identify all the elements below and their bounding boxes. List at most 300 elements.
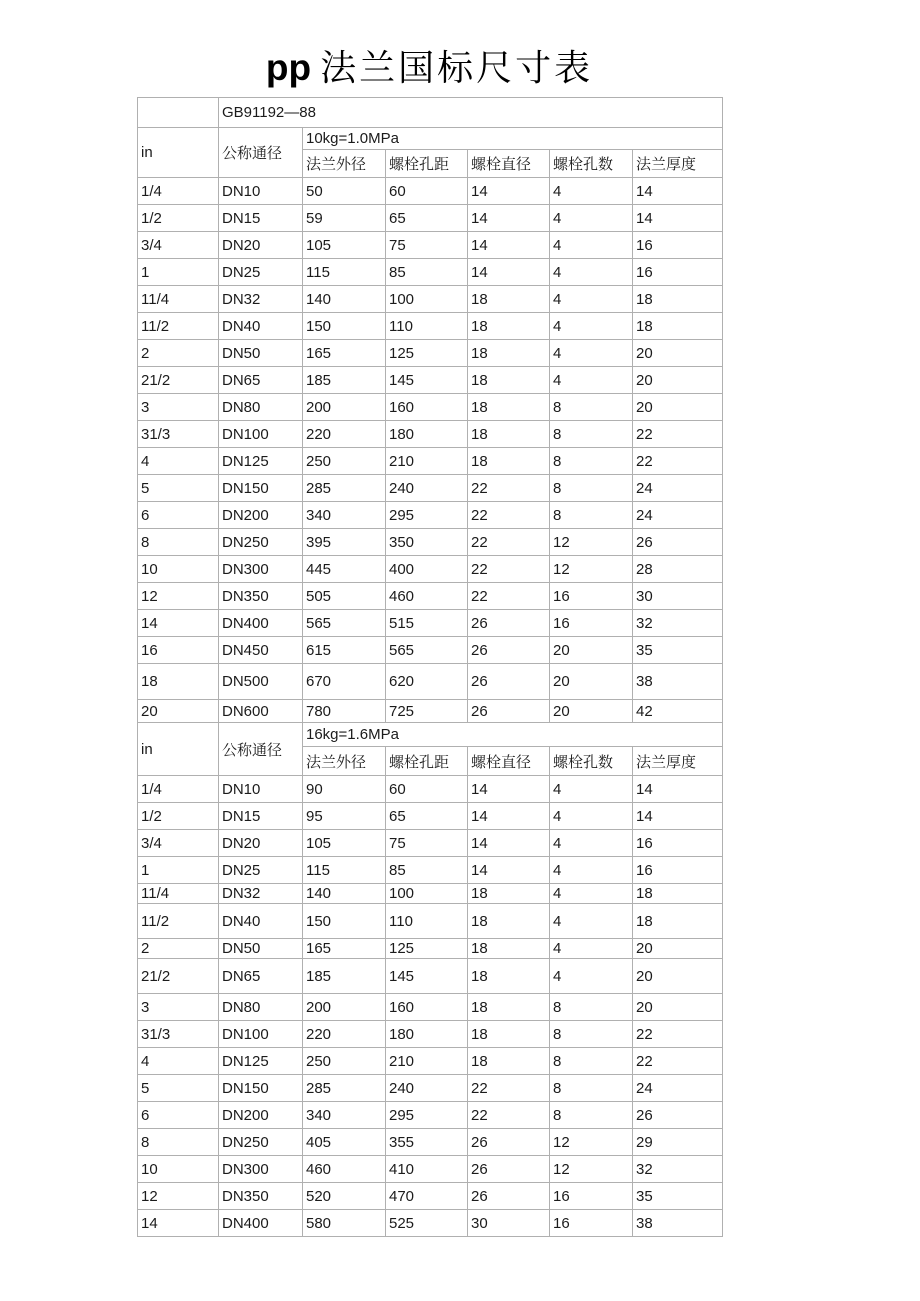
table-row	[138, 637, 723, 664]
table-row	[138, 884, 723, 904]
thickness-cell: 26	[633, 529, 723, 556]
outer-diameter-cell: 580	[303, 1210, 386, 1237]
thickness-cell: 18	[633, 884, 723, 904]
outer-diameter-cell: 185	[303, 367, 386, 394]
document-body	[137, 0, 722, 1237]
outer-diameter-cell: 250	[303, 1048, 386, 1075]
empty-cell	[138, 98, 219, 128]
thickness-cell: 20	[633, 340, 723, 367]
bolt-diameter-cell: 18	[468, 421, 550, 448]
nominal-cell: DN80	[219, 394, 303, 421]
column-header-cell: 螺栓孔距	[386, 150, 468, 178]
bolt-count-cell: 20	[550, 664, 633, 700]
bolt-diameter-cell: 26	[468, 1129, 550, 1156]
nominal-cell: DN10	[219, 178, 303, 205]
bolt-count-cell: 16	[550, 610, 633, 637]
thickness-cell: 22	[633, 448, 723, 475]
outer-diameter-cell: 200	[303, 994, 386, 1021]
inch-header-cell: in	[138, 723, 219, 776]
nominal-cell: DN300	[219, 1156, 303, 1183]
nominal-cell: DN25	[219, 259, 303, 286]
outer-diameter-cell: 105	[303, 830, 386, 857]
bolt-diameter-cell: 18	[468, 394, 550, 421]
bolt-diameter-cell: 22	[468, 1102, 550, 1129]
bolt-count-cell: 8	[550, 1021, 633, 1048]
nominal-cell: DN25	[219, 857, 303, 884]
outer-diameter-cell: 220	[303, 421, 386, 448]
table-row	[138, 367, 723, 394]
bolt-count-cell: 16	[550, 583, 633, 610]
thickness-cell: 20	[633, 994, 723, 1021]
column-header-cell: 法兰外径	[303, 747, 386, 776]
outer-diameter-cell: 340	[303, 502, 386, 529]
nominal-cell: DN150	[219, 1075, 303, 1102]
table-row	[138, 556, 723, 583]
nominal-cell: DN350	[219, 583, 303, 610]
bolt-spacing-cell: 400	[386, 556, 468, 583]
table-row	[138, 959, 723, 994]
thickness-cell: 22	[633, 1048, 723, 1075]
bolt-spacing-cell: 110	[386, 904, 468, 939]
bolt-count-cell: 4	[550, 857, 633, 884]
bolt-spacing-cell: 60	[386, 776, 468, 803]
bolt-diameter-cell: 14	[468, 803, 550, 830]
table-row	[138, 394, 723, 421]
nominal-cell: DN400	[219, 610, 303, 637]
outer-diameter-cell: 445	[303, 556, 386, 583]
bolt-count-cell: 4	[550, 313, 633, 340]
bolt-count-cell: 4	[550, 959, 633, 994]
thickness-cell: 28	[633, 556, 723, 583]
table-row	[138, 259, 723, 286]
inch-cell: 3	[138, 394, 219, 421]
table-row	[138, 700, 723, 723]
inch-cell: 21/2	[138, 959, 219, 994]
bolt-diameter-cell: 18	[468, 286, 550, 313]
bolt-diameter-cell: 30	[468, 1210, 550, 1237]
standard-cell: GB91192—88	[219, 98, 723, 128]
table-row	[138, 664, 723, 700]
outer-diameter-cell: 285	[303, 475, 386, 502]
bolt-spacing-cell: 565	[386, 637, 468, 664]
table-row	[138, 830, 723, 857]
outer-diameter-cell: 185	[303, 959, 386, 994]
thickness-cell: 16	[633, 232, 723, 259]
bolt-spacing-cell: 75	[386, 830, 468, 857]
inch-cell: 18	[138, 664, 219, 700]
bolt-spacing-cell: 210	[386, 1048, 468, 1075]
outer-diameter-cell: 105	[303, 232, 386, 259]
table-row	[138, 803, 723, 830]
column-header-cell: 螺栓直径	[468, 150, 550, 178]
nominal-cell: DN32	[219, 884, 303, 904]
bolt-diameter-cell: 22	[468, 1075, 550, 1102]
bolt-diameter-cell: 14	[468, 232, 550, 259]
table-row	[138, 421, 723, 448]
bolt-spacing-cell: 410	[386, 1156, 468, 1183]
bolt-diameter-cell: 18	[468, 1048, 550, 1075]
bolt-spacing-cell: 145	[386, 367, 468, 394]
outer-diameter-cell: 95	[303, 803, 386, 830]
bolt-count-cell: 8	[550, 421, 633, 448]
thickness-cell: 20	[633, 367, 723, 394]
outer-diameter-cell: 140	[303, 884, 386, 904]
table-row	[138, 340, 723, 367]
bolt-spacing-cell: 65	[386, 803, 468, 830]
table-row	[138, 939, 723, 959]
inch-cell: 21/2	[138, 367, 219, 394]
bolt-spacing-cell: 85	[386, 857, 468, 884]
outer-diameter-cell: 520	[303, 1183, 386, 1210]
bolt-spacing-cell: 725	[386, 700, 468, 723]
bolt-spacing-cell: 620	[386, 664, 468, 700]
outer-diameter-cell: 220	[303, 1021, 386, 1048]
table-row	[138, 286, 723, 313]
bolt-spacing-cell: 460	[386, 583, 468, 610]
nominal-cell: DN50	[219, 939, 303, 959]
thickness-cell: 32	[633, 1156, 723, 1183]
bolt-diameter-cell: 14	[468, 259, 550, 286]
bolt-spacing-cell: 240	[386, 1075, 468, 1102]
table-row	[138, 1021, 723, 1048]
nominal-cell: DN250	[219, 1129, 303, 1156]
bolt-diameter-cell: 18	[468, 340, 550, 367]
column-header-cell: 法兰厚度	[633, 150, 723, 178]
thickness-cell: 22	[633, 1021, 723, 1048]
inch-cell: 11/2	[138, 904, 219, 939]
inch-cell: 10	[138, 556, 219, 583]
bolt-count-cell: 8	[550, 394, 633, 421]
column-header-cell: 法兰厚度	[633, 747, 723, 776]
table-row	[138, 529, 723, 556]
thickness-cell: 14	[633, 803, 723, 830]
bolt-count-cell: 16	[550, 1183, 633, 1210]
nominal-cell: DN300	[219, 556, 303, 583]
table-row	[138, 994, 723, 1021]
bolt-spacing-cell: 295	[386, 502, 468, 529]
thickness-cell: 32	[633, 610, 723, 637]
bolt-spacing-cell: 60	[386, 178, 468, 205]
inch-cell: 1	[138, 857, 219, 884]
bolt-spacing-cell: 125	[386, 939, 468, 959]
inch-cell: 11/4	[138, 884, 219, 904]
thickness-cell: 22	[633, 421, 723, 448]
bolt-spacing-cell: 65	[386, 205, 468, 232]
bolt-diameter-cell: 18	[468, 1021, 550, 1048]
bolt-spacing-cell: 180	[386, 421, 468, 448]
table-row	[138, 502, 723, 529]
outer-diameter-cell: 615	[303, 637, 386, 664]
bolt-count-cell: 8	[550, 448, 633, 475]
bolt-spacing-cell: 160	[386, 994, 468, 1021]
nominal-cell: DN10	[219, 776, 303, 803]
bolt-spacing-cell: 525	[386, 1210, 468, 1237]
bolt-count-cell: 4	[550, 803, 633, 830]
outer-diameter-cell: 460	[303, 1156, 386, 1183]
bolt-spacing-cell: 85	[386, 259, 468, 286]
bolt-spacing-cell: 355	[386, 1129, 468, 1156]
bolt-spacing-cell: 100	[386, 884, 468, 904]
flange-size-table	[137, 97, 723, 1237]
table-row	[138, 1210, 723, 1237]
table-row	[138, 1129, 723, 1156]
thickness-cell: 35	[633, 637, 723, 664]
thickness-cell: 30	[633, 583, 723, 610]
page-title-latin: pp	[265, 47, 312, 88]
bolt-spacing-cell: 210	[386, 448, 468, 475]
nominal-cell: DN125	[219, 1048, 303, 1075]
inch-cell: 4	[138, 448, 219, 475]
outer-diameter-cell: 59	[303, 205, 386, 232]
inch-cell: 1/4	[138, 178, 219, 205]
nominal-cell: DN40	[219, 904, 303, 939]
thickness-cell: 24	[633, 475, 723, 502]
bolt-diameter-cell: 18	[468, 904, 550, 939]
table-row	[138, 610, 723, 637]
bolt-diameter-cell: 22	[468, 583, 550, 610]
nominal-header-cell: 公称通径	[219, 128, 303, 178]
bolt-count-cell: 12	[550, 556, 633, 583]
bolt-count-cell: 12	[550, 1156, 633, 1183]
outer-diameter-cell: 165	[303, 939, 386, 959]
bolt-diameter-cell: 18	[468, 994, 550, 1021]
nominal-cell: DN65	[219, 367, 303, 394]
bolt-spacing-cell: 110	[386, 313, 468, 340]
nominal-cell: DN40	[219, 313, 303, 340]
inch-cell: 8	[138, 1129, 219, 1156]
bolt-count-cell: 8	[550, 1102, 633, 1129]
bolt-spacing-cell: 515	[386, 610, 468, 637]
nominal-cell: DN100	[219, 421, 303, 448]
inch-cell: 2	[138, 939, 219, 959]
nominal-cell: DN450	[219, 637, 303, 664]
table-row	[138, 904, 723, 939]
table-row	[138, 1156, 723, 1183]
outer-diameter-cell: 150	[303, 904, 386, 939]
inch-cell: 3	[138, 994, 219, 1021]
table-row	[138, 475, 723, 502]
bolt-count-cell: 4	[550, 286, 633, 313]
thickness-cell: 20	[633, 959, 723, 994]
bolt-count-cell: 4	[550, 205, 633, 232]
table-row	[138, 232, 723, 259]
bolt-diameter-cell: 22	[468, 502, 550, 529]
table-row	[138, 205, 723, 232]
bolt-diameter-cell: 14	[468, 205, 550, 232]
inch-cell: 5	[138, 1075, 219, 1102]
thickness-cell: 16	[633, 830, 723, 857]
outer-diameter-cell: 285	[303, 1075, 386, 1102]
bolt-count-cell: 4	[550, 340, 633, 367]
inch-cell: 4	[138, 1048, 219, 1075]
inch-cell: 11/2	[138, 313, 219, 340]
bolt-count-cell: 8	[550, 1048, 633, 1075]
bolt-diameter-cell: 22	[468, 475, 550, 502]
nominal-cell: DN65	[219, 959, 303, 994]
bolt-count-cell: 8	[550, 994, 633, 1021]
column-header-cell: 螺栓孔数	[550, 150, 633, 178]
inch-cell: 8	[138, 529, 219, 556]
inch-cell: 3/4	[138, 830, 219, 857]
inch-cell: 20	[138, 700, 219, 723]
thickness-cell: 20	[633, 939, 723, 959]
thickness-cell: 42	[633, 700, 723, 723]
bolt-diameter-cell: 26	[468, 1156, 550, 1183]
nominal-cell: DN100	[219, 1021, 303, 1048]
section-header-row	[138, 723, 723, 747]
bolt-diameter-cell: 14	[468, 830, 550, 857]
bolt-count-cell: 12	[550, 529, 633, 556]
pressure-cell: 10kg=1.0MPa	[303, 128, 723, 150]
nominal-cell: DN15	[219, 205, 303, 232]
bolt-diameter-cell: 18	[468, 884, 550, 904]
nominal-cell: DN32	[219, 286, 303, 313]
thickness-cell: 20	[633, 394, 723, 421]
outer-diameter-cell: 670	[303, 664, 386, 700]
bolt-spacing-cell: 160	[386, 394, 468, 421]
bolt-diameter-cell: 14	[468, 178, 550, 205]
outer-diameter-cell: 115	[303, 259, 386, 286]
nominal-cell: DN500	[219, 664, 303, 700]
column-header-cell: 螺栓直径	[468, 747, 550, 776]
outer-diameter-cell: 150	[303, 313, 386, 340]
bolt-spacing-cell: 145	[386, 959, 468, 994]
bolt-count-cell: 12	[550, 1129, 633, 1156]
inch-header-cell: in	[138, 128, 219, 178]
inch-cell: 14	[138, 1210, 219, 1237]
standard-row	[138, 98, 723, 128]
inch-cell: 14	[138, 610, 219, 637]
nominal-cell: DN15	[219, 803, 303, 830]
inch-cell: 5	[138, 475, 219, 502]
table-row	[138, 857, 723, 884]
column-header-cell: 螺栓孔数	[550, 747, 633, 776]
nominal-cell: DN600	[219, 700, 303, 723]
section-header-row	[138, 128, 723, 150]
bolt-spacing-cell: 295	[386, 1102, 468, 1129]
bolt-diameter-cell: 18	[468, 367, 550, 394]
inch-cell: 12	[138, 583, 219, 610]
bolt-diameter-cell: 18	[468, 313, 550, 340]
inch-cell: 6	[138, 1102, 219, 1129]
outer-diameter-cell: 140	[303, 286, 386, 313]
bolt-spacing-cell: 125	[386, 340, 468, 367]
bolt-count-cell: 4	[550, 178, 633, 205]
nominal-cell: DN350	[219, 1183, 303, 1210]
table-row	[138, 776, 723, 803]
bolt-count-cell: 4	[550, 939, 633, 959]
column-header-cell: 法兰外径	[303, 150, 386, 178]
inch-cell: 6	[138, 502, 219, 529]
table-row	[138, 583, 723, 610]
outer-diameter-cell: 50	[303, 178, 386, 205]
bolt-count-cell: 4	[550, 776, 633, 803]
page-title	[137, 0, 722, 97]
bolt-spacing-cell: 240	[386, 475, 468, 502]
bolt-diameter-cell: 26	[468, 664, 550, 700]
inch-cell: 31/3	[138, 421, 219, 448]
inch-cell: 16	[138, 637, 219, 664]
thickness-cell: 14	[633, 205, 723, 232]
bolt-count-cell: 4	[550, 884, 633, 904]
bolt-spacing-cell: 75	[386, 232, 468, 259]
thickness-cell: 24	[633, 1075, 723, 1102]
inch-cell: 31/3	[138, 1021, 219, 1048]
outer-diameter-cell: 405	[303, 1129, 386, 1156]
table-row	[138, 1048, 723, 1075]
outer-diameter-cell: 505	[303, 583, 386, 610]
table-row	[138, 178, 723, 205]
inch-cell: 1/2	[138, 205, 219, 232]
bolt-count-cell: 4	[550, 232, 633, 259]
column-header-cell: 螺栓孔距	[386, 747, 468, 776]
nominal-cell: DN200	[219, 502, 303, 529]
bolt-spacing-cell: 100	[386, 286, 468, 313]
bolt-diameter-cell: 22	[468, 529, 550, 556]
page-title-cjk: 法兰国标尺寸表	[320, 48, 594, 88]
bolt-count-cell: 8	[550, 1075, 633, 1102]
outer-diameter-cell: 200	[303, 394, 386, 421]
thickness-cell: 16	[633, 259, 723, 286]
bolt-count-cell: 4	[550, 367, 633, 394]
inch-cell: 1/4	[138, 776, 219, 803]
nominal-header-cell: 公称通径	[219, 723, 303, 776]
bolt-diameter-cell: 26	[468, 700, 550, 723]
nominal-cell: DN80	[219, 994, 303, 1021]
nominal-cell: DN150	[219, 475, 303, 502]
inch-cell: 2	[138, 340, 219, 367]
table-row	[138, 313, 723, 340]
bolt-count-cell: 4	[550, 259, 633, 286]
thickness-cell: 16	[633, 857, 723, 884]
bolt-count-cell: 20	[550, 700, 633, 723]
outer-diameter-cell: 780	[303, 700, 386, 723]
inch-cell: 1/2	[138, 803, 219, 830]
nominal-cell: DN250	[219, 529, 303, 556]
bolt-diameter-cell: 26	[468, 1183, 550, 1210]
nominal-cell: DN400	[219, 1210, 303, 1237]
bolt-count-cell: 4	[550, 830, 633, 857]
nominal-cell: DN200	[219, 1102, 303, 1129]
table-row	[138, 1183, 723, 1210]
bolt-count-cell: 16	[550, 1210, 633, 1237]
outer-diameter-cell: 395	[303, 529, 386, 556]
outer-diameter-cell: 90	[303, 776, 386, 803]
thickness-cell: 26	[633, 1102, 723, 1129]
inch-cell: 3/4	[138, 232, 219, 259]
bolt-count-cell: 8	[550, 502, 633, 529]
nominal-cell: DN125	[219, 448, 303, 475]
inch-cell: 12	[138, 1183, 219, 1210]
thickness-cell: 29	[633, 1129, 723, 1156]
bolt-diameter-cell: 26	[468, 637, 550, 664]
table-row	[138, 1075, 723, 1102]
nominal-cell: DN20	[219, 830, 303, 857]
bolt-spacing-cell: 180	[386, 1021, 468, 1048]
bolt-spacing-cell: 350	[386, 529, 468, 556]
thickness-cell: 14	[633, 776, 723, 803]
outer-diameter-cell: 250	[303, 448, 386, 475]
bolt-diameter-cell: 14	[468, 776, 550, 803]
table-row	[138, 1102, 723, 1129]
thickness-cell: 18	[633, 313, 723, 340]
table-row	[138, 448, 723, 475]
thickness-cell: 18	[633, 904, 723, 939]
bolt-count-cell: 8	[550, 475, 633, 502]
thickness-cell: 24	[633, 502, 723, 529]
thickness-cell: 35	[633, 1183, 723, 1210]
pressure-cell: 16kg=1.6MPa	[303, 723, 723, 747]
